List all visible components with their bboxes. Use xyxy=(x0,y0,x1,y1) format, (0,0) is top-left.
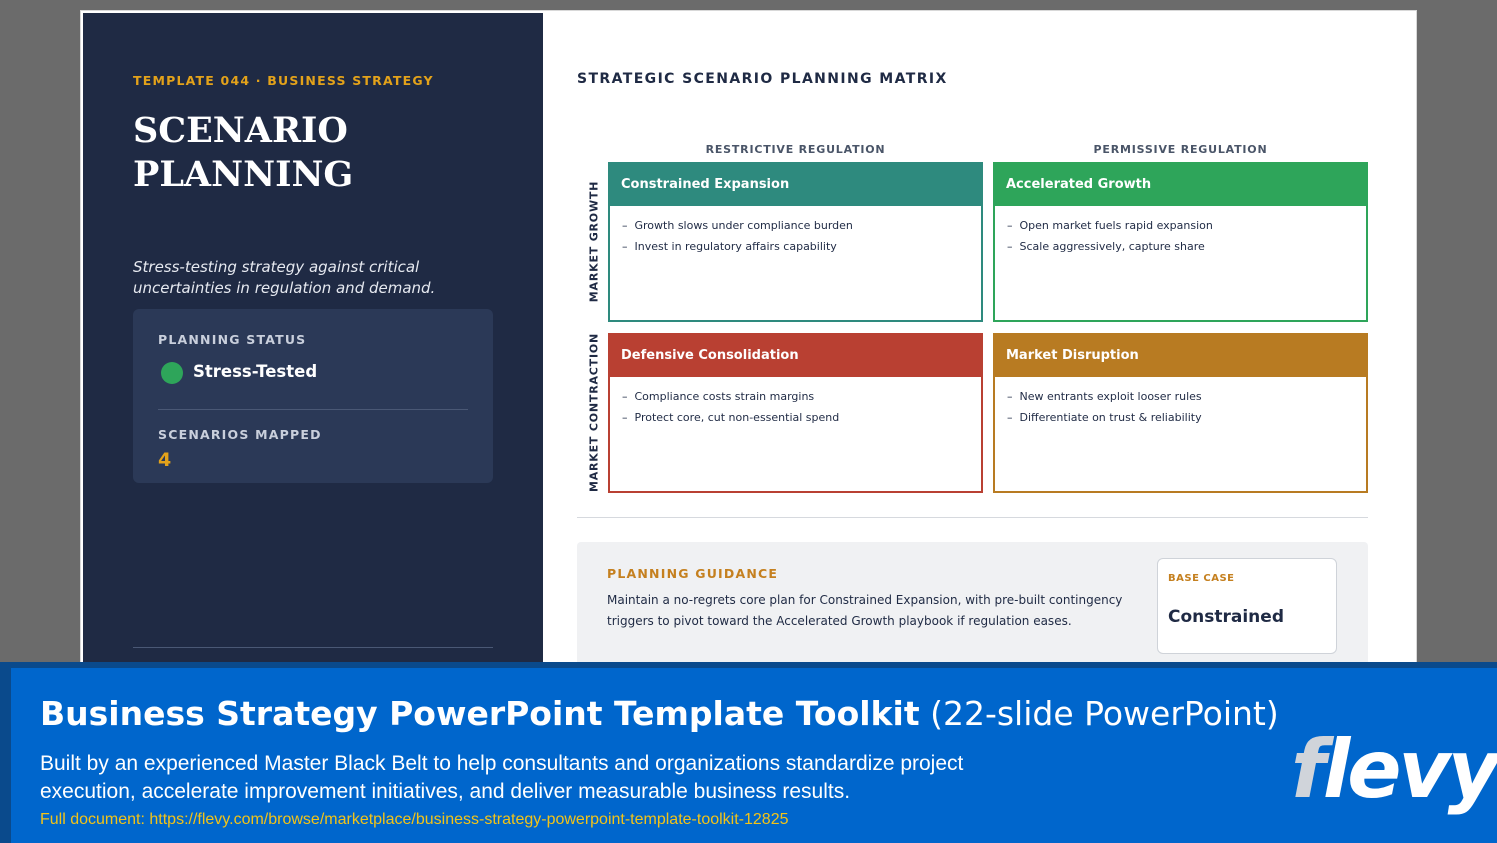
title-panel xyxy=(83,13,543,670)
matrix-title: STRATEGIC SCENARIO PLANNING MATRIX xyxy=(577,71,948,87)
status-card xyxy=(133,309,493,483)
list-item: – Growth slows under compliance burden xyxy=(622,216,981,237)
document-link[interactable]: Full document: https://flevy.com/browse/marketplace/business-strategy-powerpoint-template-toolkit-12825 xyxy=(40,811,789,828)
quadrant-defensive-consolidation xyxy=(608,333,983,493)
quadrant-bullets xyxy=(995,377,1366,428)
col-label-permissive: PERMISSIVE REGULATION xyxy=(1093,143,1268,156)
quadrant-title: Defensive Consolidation xyxy=(610,335,981,377)
quadrant-title: Market Disruption xyxy=(995,335,1366,377)
planning-status-label: PLANNING STATUS xyxy=(158,332,307,347)
list-item: – Scale aggressively, capture share xyxy=(1007,237,1366,258)
planning-guidance-panel xyxy=(577,542,1368,670)
base-case-label: BASE CASE xyxy=(1168,573,1235,584)
flevy-logo[interactable] xyxy=(1291,723,1497,816)
col-label-restrictive: RESTRICTIVE REGULATION xyxy=(705,143,886,156)
row-label-growth: MARKET GROWTH xyxy=(587,180,601,303)
logo-rest: levy xyxy=(1322,723,1497,816)
left-panel-divider xyxy=(133,647,493,648)
logo-f: f xyxy=(1291,723,1323,816)
list-item: – Open market fuels rapid expansion xyxy=(1007,216,1366,237)
promo-banner xyxy=(0,662,1497,843)
slide-subtitle: Stress-testing strategy against critical uncertainties in regulation and demand. xyxy=(133,258,436,297)
status-indicator-icon xyxy=(161,362,183,384)
quadrant-constrained-expansion xyxy=(608,162,983,322)
list-item: – Protect core, cut non-essential spend xyxy=(622,408,981,429)
row-label-contraction: MARKET CONTRACTION xyxy=(587,332,601,493)
guidance-label: PLANNING GUIDANCE xyxy=(607,566,779,581)
banner-title-bold: Business Strategy PowerPoint Template Toolkit xyxy=(40,694,920,733)
quadrant-bullets xyxy=(610,377,981,428)
list-item: – Differentiate on trust & reliability xyxy=(1007,408,1366,429)
list-item: – Invest in regulatory affairs capability xyxy=(622,237,981,258)
status-card-divider xyxy=(158,409,468,410)
banner-title-light: (22-slide PowerPoint) xyxy=(919,694,1279,733)
scenarios-mapped-label: SCENARIOS MAPPED xyxy=(158,427,322,442)
list-item: – New entrants exploit looser rules xyxy=(1007,387,1366,408)
quadrant-bullets xyxy=(610,206,981,257)
quadrant-bullets xyxy=(995,206,1366,257)
banner-body xyxy=(11,668,1497,843)
scenarios-mapped-count: 4 xyxy=(158,449,172,471)
quadrant-title: Constrained Expansion xyxy=(610,164,981,206)
guidance-text: Maintain a no-regrets core plan for Constrained Expansion, with pre-built contingency triggers to pivot toward the Accelerated Growth playbook if regulation eases. xyxy=(607,593,1123,628)
planning-status-value: Stress-Tested xyxy=(193,362,318,381)
slide xyxy=(80,10,1417,670)
section-divider xyxy=(577,517,1368,518)
banner-description: Built by an experienced Master Black Belt to help consultants and organizations standardize project execution, accelerate improvement initiatives, and deliver measurable business results. xyxy=(40,752,964,803)
template-eyebrow: TEMPLATE 044 · BUSINESS STRATEGY xyxy=(133,73,434,88)
base-case-value: Constrained xyxy=(1168,607,1284,627)
banner-title xyxy=(40,694,1279,733)
quadrant-market-disruption xyxy=(993,333,1368,493)
slide-title xyxy=(133,109,473,197)
list-item: – Compliance costs strain margins xyxy=(622,387,981,408)
quadrant-title: Accelerated Growth xyxy=(995,164,1366,206)
quadrant-accelerated-growth xyxy=(993,162,1368,322)
title-line-1: SCENARIO xyxy=(133,110,348,151)
title-line-2: PLANNING xyxy=(133,154,354,195)
base-case-card xyxy=(1157,558,1337,654)
